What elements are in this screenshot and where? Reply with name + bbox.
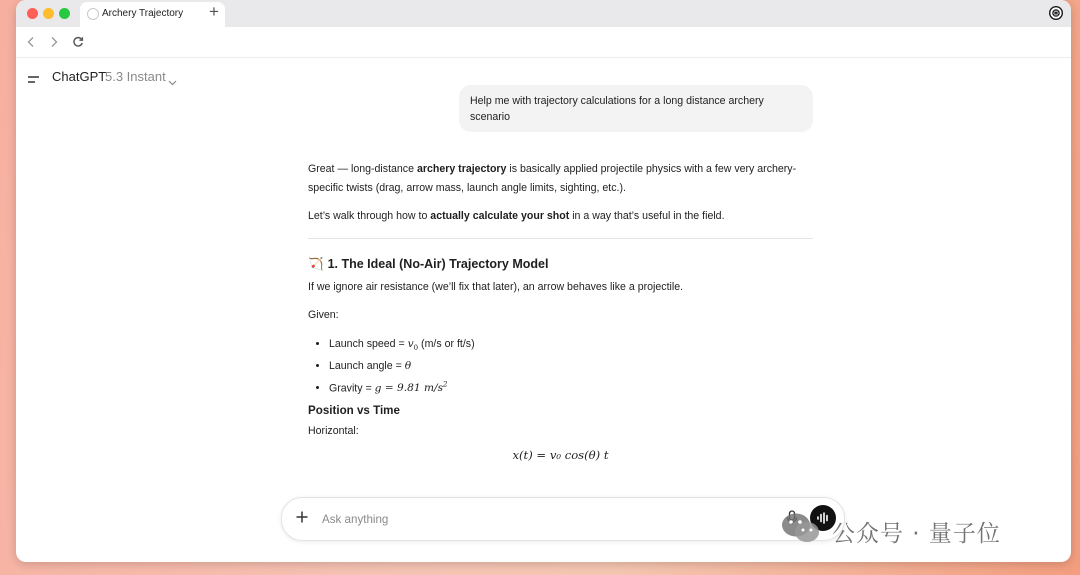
bullet-suffix: (m/s or ft/s) — [418, 337, 475, 350]
given-list — [308, 335, 813, 398]
reload-icon[interactable] — [72, 35, 84, 53]
chat-input[interactable] — [320, 509, 744, 529]
bullet-label: Gravity = — [329, 382, 375, 395]
assistant-response — [308, 160, 813, 462]
sidebar-menu-icon[interactable] — [28, 72, 40, 90]
intro-paragraph — [308, 160, 813, 197]
tab-archery-trajectory[interactable] — [80, 2, 225, 27]
minimize-window-button[interactable] — [43, 8, 54, 19]
math-value: = 9.81 $m/s^2$ — [381, 380, 448, 395]
composer — [281, 497, 845, 541]
favicon-icon — [87, 8, 99, 20]
list-item — [329, 376, 813, 398]
app-name[interactable]: ChatGPT — [52, 69, 107, 84]
watermark — [780, 513, 1001, 549]
walk-text-end: in a way that’s useful in the field. — [569, 210, 725, 222]
openai-logo-icon[interactable] — [1049, 6, 1063, 25]
bullet-label: Launch angle = — [329, 360, 405, 373]
tab-title: Archery Trajectory — [102, 8, 184, 19]
chevron-down-icon[interactable] — [168, 73, 177, 91]
math-variable: g — [374, 382, 382, 395]
close-window-button[interactable] — [27, 8, 38, 19]
back-arrow-icon[interactable] — [26, 35, 36, 53]
section-divider — [308, 238, 813, 239]
tab-bar — [16, 0, 1071, 27]
intro-text-start: Great — long-distance — [308, 163, 417, 175]
bow-and-arrow-icon: 🏹 — [308, 256, 324, 271]
browser-window — [16, 0, 1071, 562]
intro-bold: archery trajectory — [416, 163, 507, 175]
navigation-bar — [16, 27, 1071, 58]
math-variable: $v_0$ — [407, 337, 419, 352]
math-variable: θ — [404, 360, 412, 373]
walk-text-start: Let’s walk through how to — [308, 210, 431, 222]
user-message: Help me with trajectory calculations for a long distance archery scenario — [459, 85, 813, 132]
subheading: Position vs Time — [308, 403, 400, 417]
wechat-logo-icon — [780, 511, 822, 551]
equation: x(t) = v₀ cos(θ) t — [512, 448, 609, 463]
bullet-label: Launch speed = — [329, 337, 408, 350]
model-selector[interactable]: 5.3 Instant — [105, 69, 166, 84]
list-item — [329, 335, 813, 358]
horizontal-label: Horizontal: — [308, 424, 359, 437]
section-heading-text: 1. The Ideal (No-Air) Trajectory Model — [327, 257, 549, 271]
plus-icon[interactable] — [295, 510, 309, 529]
watermark-text: 公众号 · 量子位 — [832, 520, 1001, 547]
forward-arrow-icon[interactable] — [49, 35, 59, 53]
list-item — [329, 357, 813, 376]
walk-bold: actually calculate your shot — [430, 210, 570, 222]
given-label: Given: — [308, 309, 339, 321]
section-heading — [308, 257, 813, 272]
new-tab-button[interactable]: + — [209, 2, 219, 21]
intro-text-end: is basically applied projectile physics with a few very archery-specific twists (drag, arrow mass, launch angle limits, sighting, etc.). — [308, 163, 797, 194]
zoom-window-button[interactable] — [59, 8, 70, 19]
section-text: If we ignore air resistance (we’ll fix that later), an arrow behaves like a projectile. — [308, 280, 684, 293]
walk-paragraph — [308, 207, 813, 226]
